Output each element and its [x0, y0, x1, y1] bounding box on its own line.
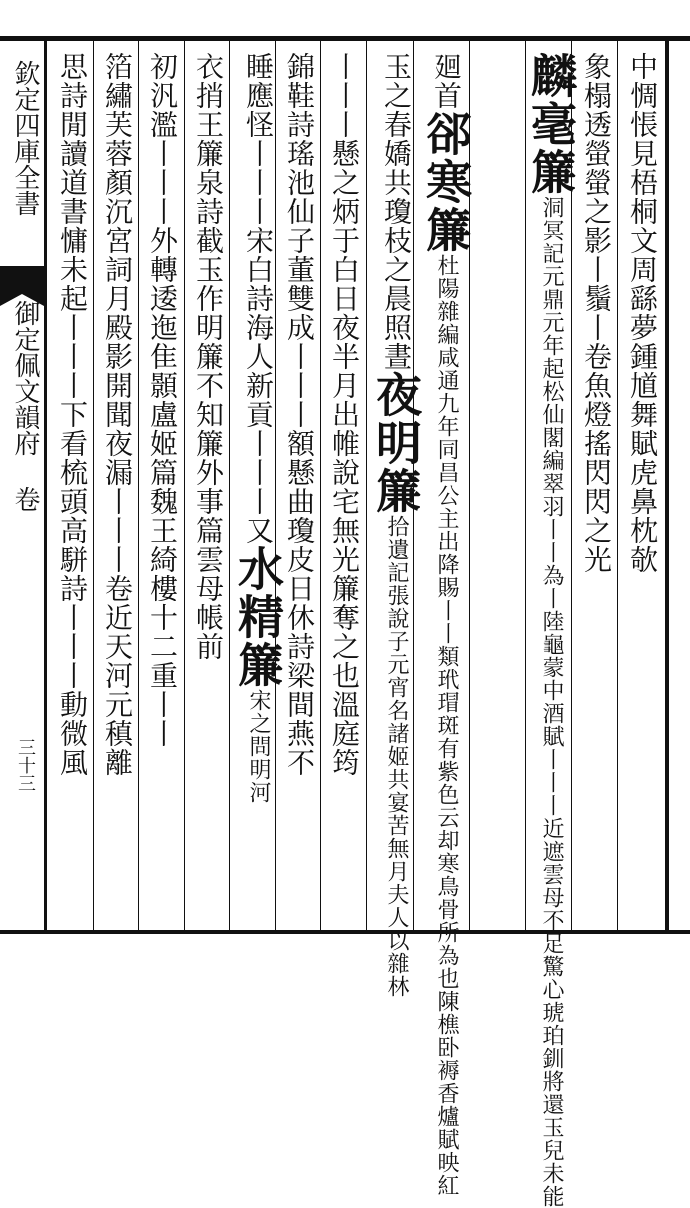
text-column-7: [324, 52, 364, 920]
column-rule: [366, 41, 367, 930]
text-column-1: [622, 52, 662, 920]
column-text: 衣捎王簾泉詩截玉作明簾不知簾外事篇雲母帳前: [192, 52, 225, 661]
frame-right-line: [665, 36, 669, 934]
column-text: 玉之春嬌共瓊枝之晨照晝: [380, 52, 413, 371]
frame-bottom-line: [0, 930, 690, 934]
column-rule: [320, 41, 321, 930]
column-text: 中惆悵見梧桐文周繇夢鍾馗舞賦虎鼻枕欹: [626, 52, 659, 574]
column-text: 拾遺記張說子元宵名諸姬共宴苦無月夫人以雜林: [384, 515, 409, 998]
margin-header: 欽定四庫全書: [10, 60, 40, 216]
text-column-3: [524, 52, 578, 1208]
column-text: 錦鞋詩瑤池仙子董雙成丨丨丨額懸曲瓊皮日休詩梁間燕不: [283, 52, 316, 777]
text-column-8: [279, 52, 319, 920]
column-rule: [184, 41, 185, 930]
text-column-2: [576, 52, 616, 920]
column-text: 杜陽雜編咸通九年同昌公主出降賜丨丨類玳瑁斑有紫色云却寒鳥骨所為也陳樵卧褥香爐賦映紅: [434, 254, 459, 1197]
margin-book-title: 御定佩文韻府 卷: [10, 300, 40, 512]
column-rule: [617, 41, 618, 930]
page-number: 三十三: [15, 738, 36, 792]
text-column-13: [52, 52, 92, 920]
column-text: 箔繡芙蓉顏沉宮詞月殿影開聞夜漏丨丨丨卷近天河元稹離: [101, 52, 134, 777]
text-column-12: [97, 52, 137, 920]
column-text: 廻首: [430, 52, 463, 110]
text-column-4: [419, 52, 473, 1197]
column-text: 宋之問明河: [246, 689, 271, 804]
column-text: 睡應怪丨丨丨宋白詩海人新貢丨丨丨又: [242, 52, 275, 545]
column-text: 丨丨丨懸之炳于白日夜半月出帷說宅無光簾奪之也溫庭筠: [328, 52, 361, 777]
text-column-9: [231, 52, 285, 920]
text-column-10: [188, 52, 228, 920]
column-text: 初汎濫丨丨丨外轉逶迤隹顥盧姬篇魏王綺樓十二重丨丨: [146, 52, 179, 748]
column-text: 洞冥記元鼎元年起松仙閣編翠羽丨丨為丨陸龜蒙中酒賦丨丨丨近遮雲母不足驚心琥珀釧將還玉兒未能: [539, 196, 564, 1208]
column-rule: [229, 41, 230, 930]
frame-top-line: [0, 36, 690, 41]
column-text: 象榻透螢螢之影丨鬚丨卷魚燈搖閃閃之光: [580, 52, 613, 574]
entry-heading: 郤寒簾: [419, 110, 473, 254]
margin-divider-line: [44, 36, 47, 934]
column-rule: [93, 41, 94, 930]
entry-heading: 水精簾: [231, 545, 285, 689]
text-column-11: [142, 52, 182, 920]
column-rule: [138, 41, 139, 930]
text-column-5: [369, 52, 423, 998]
entry-heading: 麟毫簾: [524, 52, 578, 196]
column-text: 思詩閒讀道書慵未起丨丨丨下看梳頭高駢詩丨丨丨動微風: [56, 52, 89, 777]
entry-heading: 夜明簾: [369, 371, 423, 515]
